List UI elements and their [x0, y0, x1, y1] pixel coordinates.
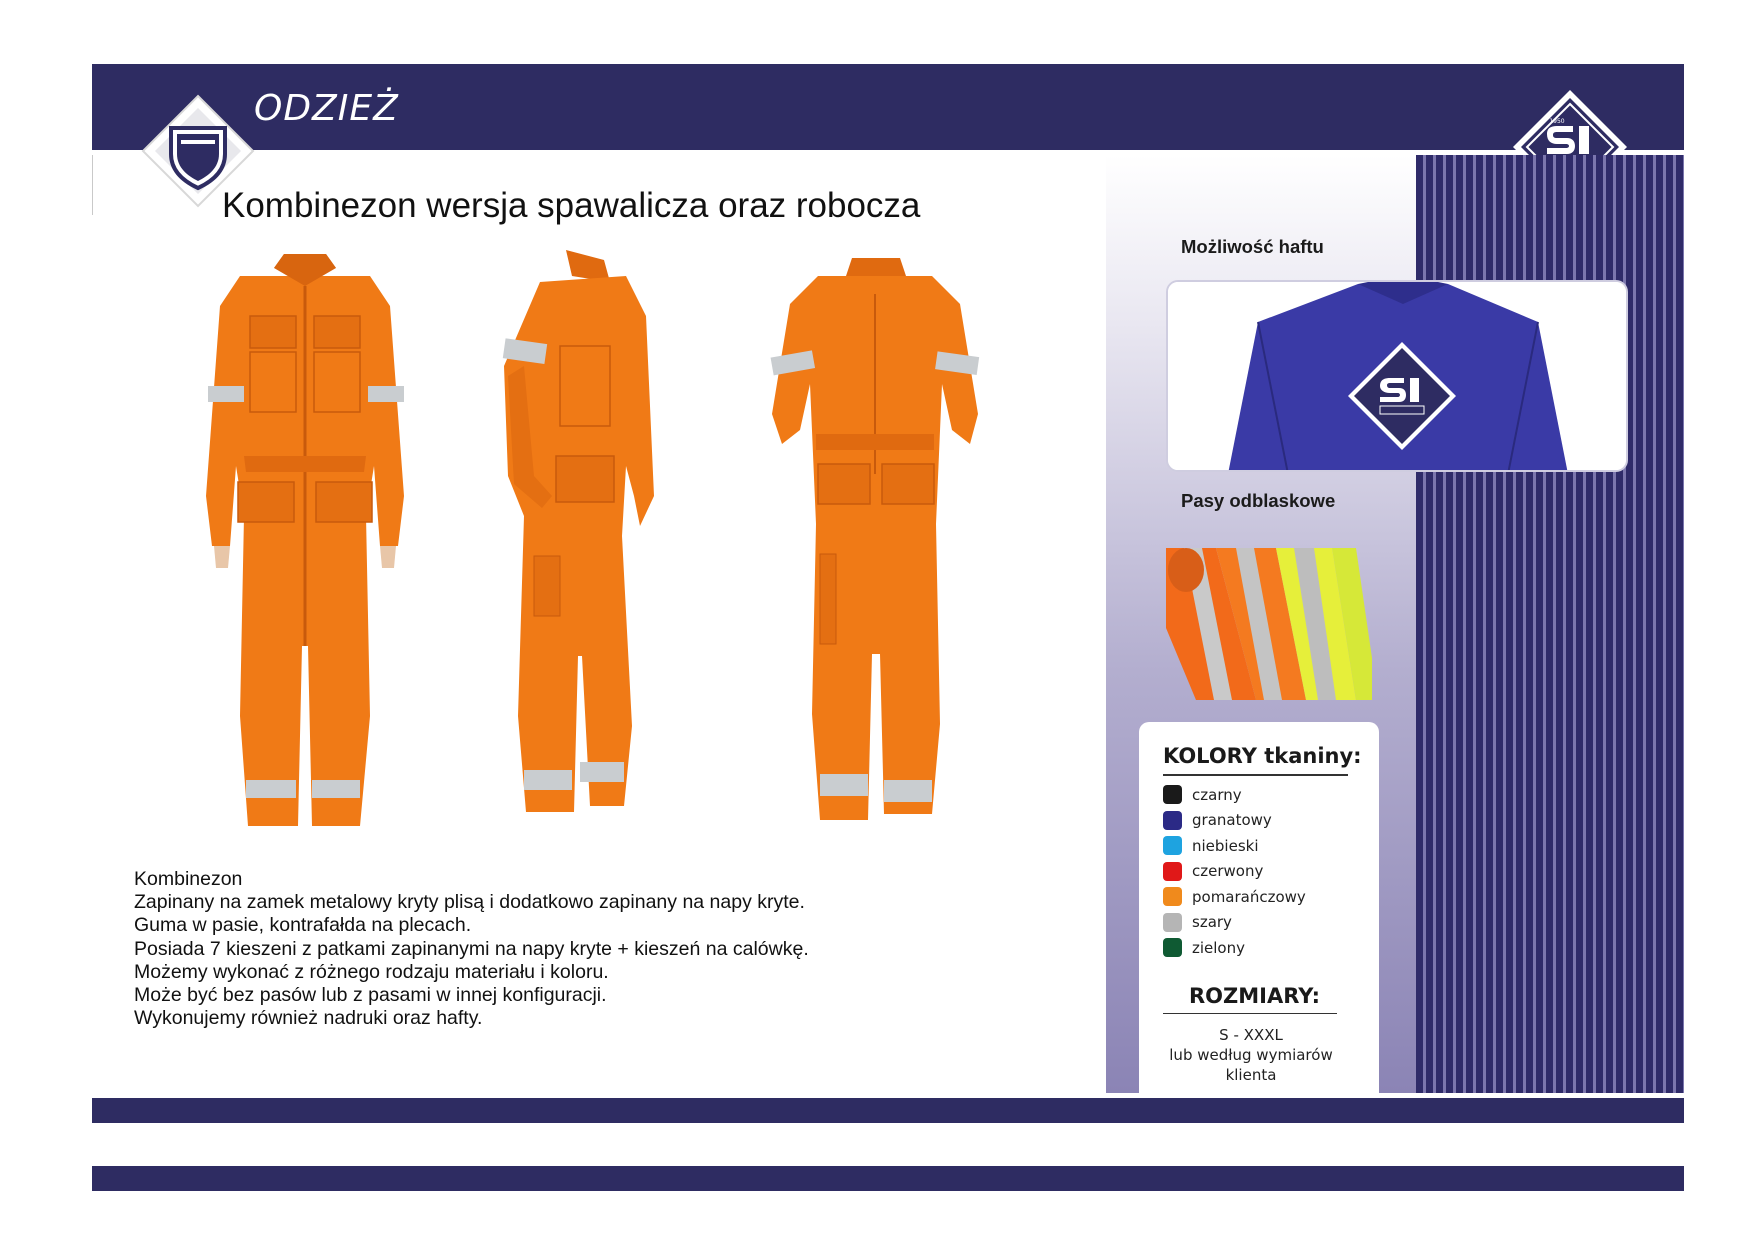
header-title: ODZIEŻ	[254, 88, 399, 129]
color-option	[1163, 833, 1306, 859]
description-line: Możemy wykonać z różnego rodzaju materiału i koloru.	[134, 960, 609, 983]
brand-logo-year: 1950	[1549, 118, 1565, 125]
sizes-line: lub według wymiarów	[1169, 1046, 1333, 1064]
coverall-front-image	[184, 246, 426, 850]
footer-band	[92, 1166, 1684, 1191]
embroidered-jacket-image	[1168, 282, 1628, 472]
color-option	[1163, 884, 1306, 910]
color-list	[1163, 782, 1306, 961]
description-line: Wykonujemy również nadruki oraz hafty.	[134, 1007, 483, 1030]
color-option	[1163, 782, 1306, 808]
colors-divider	[1163, 774, 1348, 776]
reflective-tapes-image	[1166, 548, 1372, 700]
sizes-heading: ROZMIARY:	[1189, 984, 1321, 1008]
description-line: Posiada 7 kieszeni z patkami zapinanymi na napy kryte + kieszeń na calówkę.	[134, 937, 809, 960]
color-label: pomarańczowy	[1192, 887, 1306, 906]
color-swatch	[1163, 862, 1182, 881]
reflective-heading: Pasy odblaskowe	[1181, 490, 1336, 511]
coverall-back-image	[764, 254, 986, 846]
color-option	[1163, 859, 1306, 885]
description-line: Guma w pasie, kontrafałda na plecach.	[134, 914, 472, 937]
sizes-line: S - XXXL	[1219, 1026, 1283, 1044]
color-swatch	[1163, 811, 1182, 830]
description-line: Zapinany na zamek metalowy kryty plisą i dodatkowo zapinany na napy kryte.	[134, 891, 805, 914]
embroidery-heading: Możliwość haftu	[1181, 236, 1324, 257]
color-option	[1163, 935, 1306, 961]
color-swatch	[1163, 785, 1182, 804]
color-swatch	[1163, 913, 1182, 932]
sizes-line: klienta	[1225, 1066, 1277, 1084]
sizes-text	[1139, 1025, 1363, 1085]
color-swatch	[1163, 836, 1182, 855]
color-label: czarny	[1192, 785, 1242, 804]
color-option	[1163, 808, 1306, 834]
page-title: Kombinezon wersja spawalicza oraz robocza	[222, 186, 921, 225]
sizes-divider	[1163, 1013, 1337, 1014]
color-swatch	[1163, 938, 1182, 957]
description-line: Kombinezon	[134, 868, 243, 890]
bottom-band	[92, 1098, 1684, 1123]
color-label: niebieski	[1192, 836, 1259, 855]
embroidery-sample-image	[1166, 280, 1628, 472]
description-line: Może być bez pasów lub z pasami w innej konfiguracji.	[134, 984, 607, 1007]
color-label: czerwony	[1192, 862, 1264, 881]
color-label: zielony	[1192, 938, 1245, 957]
color-option	[1163, 910, 1306, 936]
color-label: granatowy	[1192, 811, 1272, 830]
colors-heading: KOLORY tkaniny:	[1163, 744, 1362, 768]
coverall-side-image	[494, 246, 666, 840]
product-description	[134, 868, 809, 1030]
color-swatch	[1163, 887, 1182, 906]
left-rule	[92, 155, 93, 215]
color-label: szary	[1192, 913, 1232, 932]
